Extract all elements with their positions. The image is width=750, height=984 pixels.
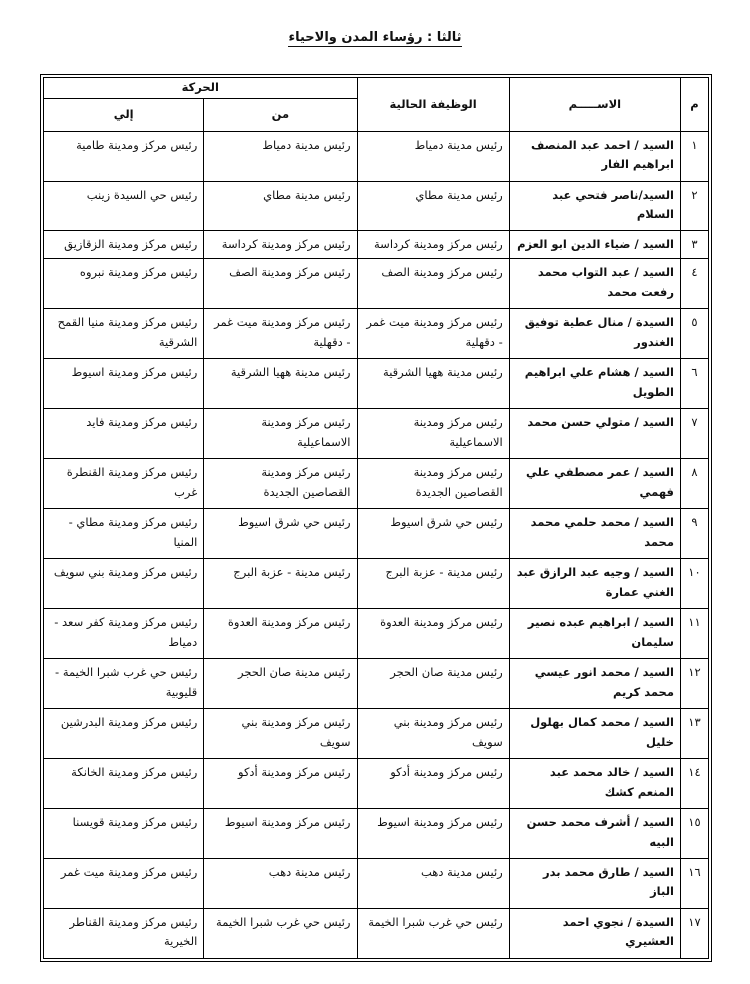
table-row xyxy=(44,559,709,609)
current-job: رئيس مركز ومدينة كرداسة xyxy=(357,231,509,259)
row-number: ١٢ xyxy=(680,659,708,709)
move-from: رئيس حي غرب شبرا الخيمة xyxy=(204,908,357,958)
table-row xyxy=(44,359,709,409)
header-from: من xyxy=(204,98,357,131)
row-number: ١٣ xyxy=(680,709,708,759)
person-name: السيد / أشرف محمد حسن البيه xyxy=(509,808,680,858)
person-name: السيد / طارق محمد بدر الباز xyxy=(509,858,680,908)
current-job: رئيس مركز ومدينة ميت غمر - دقهلية xyxy=(357,309,509,359)
person-name: السيد / متولي حسن محمد xyxy=(509,409,680,459)
move-from: رئيس مركز ومدينة أدكو xyxy=(204,758,357,808)
header-current-job: الوظيفة الحالية xyxy=(357,78,509,132)
person-name: السيد / محمد حلمي محمد محمد xyxy=(509,509,680,559)
move-from: رئيس مدينة صان الحجر xyxy=(204,659,357,709)
move-to: رئيس مركز ومدينة الخانكة xyxy=(44,758,204,808)
person-name: السيد / محمد كمال بهلول خليل xyxy=(509,709,680,759)
table-row xyxy=(44,659,709,709)
person-name: السيد / ابراهيم عبده نصير سليمان xyxy=(509,609,680,659)
move-to: رئيس مركز ومدينة ميت غمر xyxy=(44,858,204,908)
current-job: رئيس مدينة مطاي xyxy=(357,181,509,231)
person-name: السيد / خالد محمد عبد المنعم كشك xyxy=(509,758,680,808)
current-job: رئيس مركز ومدينة أدكو xyxy=(357,758,509,808)
table-row xyxy=(44,758,709,808)
move-to: رئيس مركز ومدينة نبروه xyxy=(44,259,204,309)
current-job: رئيس مركز ومدينة الاسماعيلية xyxy=(357,409,509,459)
row-number: ١٥ xyxy=(680,808,708,858)
person-name: السيدة / نجوي احمد العشيري xyxy=(509,908,680,958)
roster-body xyxy=(44,131,709,958)
move-from: رئيس مركز ومدينة العدوة xyxy=(204,609,357,659)
move-to: رئيس مركز ومدينة فايد xyxy=(44,409,204,459)
row-number: ١١ xyxy=(680,609,708,659)
current-job: رئيس مدينة دمياط xyxy=(357,131,509,181)
move-from: رئيس مدينة مطاي xyxy=(204,181,357,231)
table-row xyxy=(44,131,709,181)
move-to: رئيس مركز ومدينة طامية xyxy=(44,131,204,181)
current-job: رئيس مدينة دهب xyxy=(357,858,509,908)
table-row xyxy=(44,808,709,858)
move-to: رئيس مركز ومدينة البدرشين xyxy=(44,709,204,759)
roster-table xyxy=(43,77,709,959)
current-job: رئيس مدينة - عزبة البرج xyxy=(357,559,509,609)
row-number: ٧ xyxy=(680,409,708,459)
move-to: رئيس مركز ومدينة القنطرة غرب xyxy=(44,459,204,509)
header-to: إلي xyxy=(44,98,204,131)
move-to: رئيس مركز ومدينة قويسنا xyxy=(44,808,204,858)
row-number: ٦ xyxy=(680,359,708,409)
table-row xyxy=(44,259,709,309)
current-job: رئيس حي غرب شبرا الخيمة xyxy=(357,908,509,958)
person-name: السيد/ناصر فتحي عبد السلام xyxy=(509,181,680,231)
header-name: الاســـــم xyxy=(509,78,680,132)
table-row xyxy=(44,908,709,958)
move-to: رئيس حي غرب شبرا الخيمة - قليوبية xyxy=(44,659,204,709)
move-from: رئيس مركز ومدينة الاسماعيلية xyxy=(204,409,357,459)
table-row xyxy=(44,509,709,559)
row-number: ٤ xyxy=(680,259,708,309)
header-num: م xyxy=(680,78,708,132)
move-to: رئيس مركز ومدينة منيا القمح الشرقية xyxy=(44,309,204,359)
move-from: رئيس مركز ومدينة اسيوط xyxy=(204,808,357,858)
table-row xyxy=(44,459,709,509)
current-job: رئيس مركز ومدينة اسيوط xyxy=(357,808,509,858)
move-from: رئيس مركز ومدينة القصاصين الجديدة xyxy=(204,459,357,509)
row-number: ٥ xyxy=(680,309,708,359)
row-number: ٢ xyxy=(680,181,708,231)
table-row xyxy=(44,858,709,908)
person-name: السيد / هشام علي ابراهيم الطويل xyxy=(509,359,680,409)
row-number: ١٤ xyxy=(680,758,708,808)
move-from: رئيس مركز ومدينة بني سويف xyxy=(204,709,357,759)
current-job: رئيس مركز ومدينة العدوة xyxy=(357,609,509,659)
row-number: ٨ xyxy=(680,459,708,509)
table-row xyxy=(44,231,709,259)
header-movement: الحركة xyxy=(44,78,358,99)
current-job: رئيس حي شرق اسيوط xyxy=(357,509,509,559)
row-number: ١٦ xyxy=(680,858,708,908)
move-to: رئيس مركز ومدينة كفر سعد - دمياط xyxy=(44,609,204,659)
move-to: رئيس مركز ومدينة بني سويف xyxy=(44,559,204,609)
person-name: السيد / محمد انور عيسي محمد كريم xyxy=(509,659,680,709)
person-name: السيد / احمد عبد المنصف ابراهيم الفار xyxy=(509,131,680,181)
row-number: ١ xyxy=(680,131,708,181)
move-from: رئيس مدينة - عزبة البرج xyxy=(204,559,357,609)
move-to: رئيس مركز ومدينة اسيوط xyxy=(44,359,204,409)
table-row xyxy=(44,609,709,659)
current-job: رئيس مدينة ههيا الشرقية xyxy=(357,359,509,409)
move-to: رئيس مركز ومدينة القناطر الخيرية xyxy=(44,908,204,958)
move-from: رئيس مركز ومدينة كرداسة xyxy=(204,231,357,259)
table-row xyxy=(44,709,709,759)
move-from: رئيس مدينة دمياط xyxy=(204,131,357,181)
move-from: رئيس مدينة ههيا الشرقية xyxy=(204,359,357,409)
row-number: ١٠ xyxy=(680,559,708,609)
table-row xyxy=(44,309,709,359)
person-name: السيدة / منال عطية توفيق الغندور xyxy=(509,309,680,359)
move-from: رئيس مركز ومدينة الصف xyxy=(204,259,357,309)
current-job: رئيس مدينة صان الحجر xyxy=(357,659,509,709)
move-from: رئيس مدينة دهب xyxy=(204,858,357,908)
row-number: ١٧ xyxy=(680,908,708,958)
move-from: رئيس مركز ومدينة ميت غمر - دقهلية xyxy=(204,309,357,359)
person-name: السيد / عمر مصطفي علي فهمي xyxy=(509,459,680,509)
roster-frame xyxy=(40,74,712,962)
move-from: رئيس حي شرق اسيوط xyxy=(204,509,357,559)
person-name: السيد / وجيه عبد الرازق عبد الغني عمارة xyxy=(509,559,680,609)
person-name: السيد / ضياء الدين ابو العزم xyxy=(509,231,680,259)
page-title: ثالثا : رؤساء المدن والاحياء xyxy=(288,30,462,45)
person-name: السيد / عبد التواب محمد رفعت محمد xyxy=(509,259,680,309)
current-job: رئيس مركز ومدينة القصاصين الجديدة xyxy=(357,459,509,509)
table-row xyxy=(44,409,709,459)
move-to: رئيس حي السيدة زينب xyxy=(44,181,204,231)
current-job: رئيس مركز ومدينة الصف xyxy=(357,259,509,309)
row-number: ٩ xyxy=(680,509,708,559)
move-to: رئيس مركز ومدينة الزقازيق xyxy=(44,231,204,259)
row-number: ٣ xyxy=(680,231,708,259)
current-job: رئيس مركز ومدينة بني سويف xyxy=(357,709,509,759)
move-to: رئيس مركز ومدينة مطاي - المنيا xyxy=(44,509,204,559)
table-row xyxy=(44,181,709,231)
